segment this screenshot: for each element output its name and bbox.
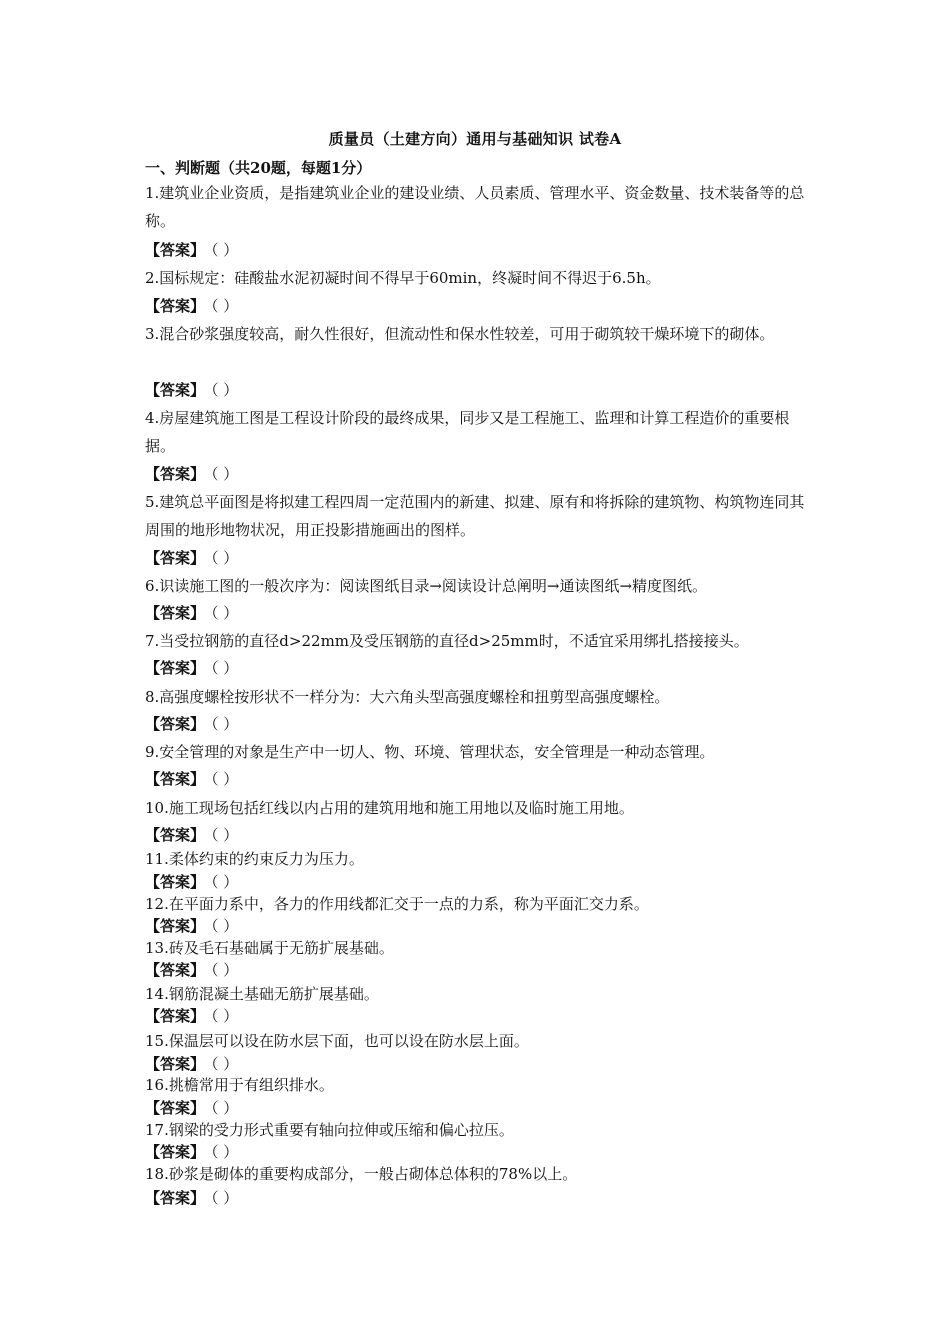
answer-line-1 [145,240,238,260]
answer-line-2 [145,296,238,316]
answer-line-8 [145,714,238,734]
answer-blank: （ ） [211,917,239,935]
answer-label: 【答案】 [145,1007,206,1025]
answer-line-11 [145,872,238,892]
question-15: 15.保温层可以设在防水层下面，也可以设在防水层上面。 [145,1032,529,1050]
answer-label: 【答案】 [145,465,206,483]
answer-line-16 [145,1098,238,1118]
answer-label: 【答案】 [145,1143,206,1161]
answer-blank: （ ） [211,381,239,399]
question-3: 3.混合砂浆强度较高，耐久性很好，但流动性和保水性较差，可用于砌筑较干燥环境下的砌体。 [145,325,775,343]
answer-blank: （ ） [211,241,239,259]
question-8: 8.高强度螺栓按形状不一样分为：大六角头型高强度螺栓和扭剪型高强度螺栓。 [145,688,670,706]
answer-blank: （ ） [211,297,239,315]
answer-label: 【答案】 [145,770,206,788]
answer-label: 【答案】 [145,381,206,399]
question-14: 14.钢筋混凝土基础无筋扩展基础。 [145,985,379,1003]
question-1: 1.建筑业企业资质，是指建筑业企业的建设业绩、人员素质、管理水平、资金数量、技术装备等的总称。 [145,184,805,230]
answer-line-6 [145,603,238,623]
answer-blank: （ ） [211,1099,239,1117]
answer-line-10 [145,825,238,845]
answer-blank: （ ） [211,1143,239,1161]
question-7: 7.当受拉钢筋的直径d>22mm及受压钢筋的直径d>25mm时，不适宜采用绑扎搭接接头。 [145,632,749,650]
answer-blank: （ ） [211,465,239,483]
question-16: 16.挑檐常用于有组织排水。 [145,1076,334,1094]
question-10: 10.施工现场包括红线以内占用的建筑用地和施工用地以及临时施工用地。 [145,799,634,817]
question-9: 9.安全管理的对象是生产中一切人、物、环境、管理状态，安全管理是一种动态管理。 [145,743,715,761]
answer-label: 【答案】 [145,604,206,622]
answer-label: 【答案】 [145,1189,206,1207]
exam-title: 质量员（土建方向）通用与基础知识 试卷A [328,130,622,148]
answer-blank: （ ） [211,826,239,844]
answer-blank: （ ） [211,961,239,979]
answer-label: 【答案】 [145,659,206,677]
answer-blank: （ ） [211,770,239,788]
answer-blank: （ ） [211,715,239,733]
answer-label: 【答案】 [145,715,206,733]
answer-line-5 [145,548,238,568]
answer-label: 【答案】 [145,241,206,259]
question-12: 12.在平面力系中，各力的作用线都汇交于一点的力系，称为平面汇交力系。 [145,895,649,913]
question-11: 11.柔体约束的约束反力为压力。 [145,850,364,868]
answer-blank: （ ） [211,1007,239,1025]
answer-line-4 [145,464,238,484]
answer-line-7 [145,658,238,678]
question-5: 5.建筑总平面图是将拟建工程四周一定范围内的新建、拟建、原有和将拆除的建筑物、构筑物连同其周围的地形地物状况，用正投影措施画出的图样。 [145,493,805,539]
question-6: 6.识读施工图的一般次序为：阅读图纸目录→阅读设计总阐明→通读图纸→精度图纸。 [145,577,708,595]
answer-line-12 [145,916,238,936]
answer-blank: （ ） [211,873,239,891]
answer-label: 【答案】 [145,1099,206,1117]
answer-line-13 [145,960,238,980]
question-18: 18.砂浆是砌体的重要构成部分，一般占砌体总体积的78%以上。 [145,1165,578,1183]
answer-blank: （ ） [211,1189,239,1207]
answer-label: 【答案】 [145,1055,206,1073]
answer-label: 【答案】 [145,961,206,979]
answer-line-3 [145,380,238,400]
answer-line-17 [145,1142,238,1162]
answer-label: 【答案】 [145,917,206,935]
question-2: 2.国标规定：硅酸盐水泥初凝时间不得早于60min，终凝时间不得迟于6.5h。 [145,269,661,287]
answer-label: 【答案】 [145,826,206,844]
answer-line-14 [145,1006,238,1026]
answer-blank: （ ） [211,659,239,677]
answer-label: 【答案】 [145,549,206,567]
answer-line-9 [145,769,238,789]
answer-label: 【答案】 [145,873,206,891]
question-4: 4.房屋建筑施工图是工程设计阶段的最终成果，同步又是工程施工、监理和计算工程造价的重要根据。 [145,409,790,455]
answer-blank: （ ） [211,604,239,622]
answer-blank: （ ） [211,549,239,567]
question-17: 17.钢梁的受力形式重要有轴向拉伸或压缩和偏心拉压。 [145,1121,514,1139]
question-13: 13.砖及毛石基础属于无筋扩展基础。 [145,939,394,957]
answer-blank: （ ） [211,1055,239,1073]
answer-line-18 [145,1188,238,1208]
section-heading: 一、判断题（共20题，每题1分） [145,159,372,177]
answer-label: 【答案】 [145,297,206,315]
